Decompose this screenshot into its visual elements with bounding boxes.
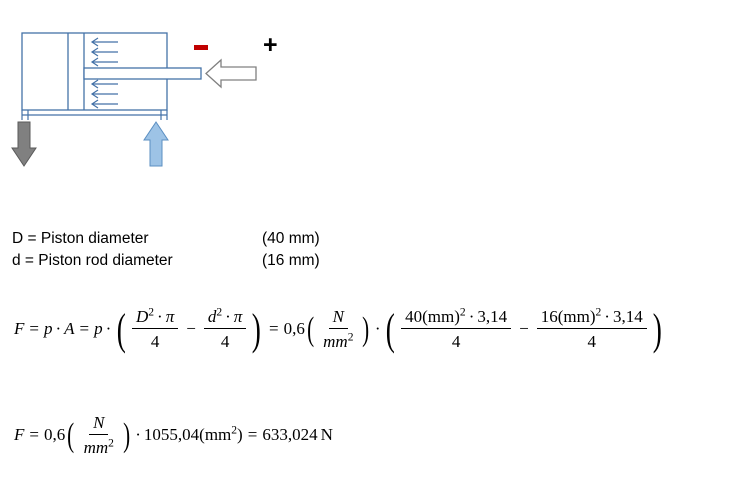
legend-value: (40 mm) [262, 230, 320, 247]
piston-rod [84, 68, 201, 79]
formula1-close-paren-3: ) [652, 305, 662, 355]
legend-label: D = Piston diameter [12, 230, 149, 247]
formula1-pi-2: π [233, 307, 243, 326]
formula-force-expanded [14, 306, 664, 353]
formula1-F: F [14, 319, 25, 339]
formula1-eq1: = [29, 319, 39, 339]
formula1-num-d-dot: · [604, 307, 610, 326]
formula1-frac-d [204, 306, 246, 353]
formula1-dot2: · [105, 319, 112, 339]
formula1-den-1: 4 [150, 332, 160, 352]
formula1-dot1: · [55, 319, 62, 339]
formula1-open-paren-1: ( [117, 305, 127, 355]
port-plus-label: + [263, 31, 278, 59]
formula1-D: D [135, 307, 149, 326]
force-arrow-up [144, 122, 168, 166]
formula2-unit: N [320, 425, 333, 445]
hydraulic-cylinder-diagram [0, 0, 748, 200]
formula1-d-exponent: 2 [216, 305, 223, 319]
formula2-pressure-value: 0,6 [43, 425, 66, 445]
formula2-open-paren: ( [67, 417, 75, 455]
formula1-dot3: · [374, 319, 381, 339]
formula1-num-D: 40(mm) [405, 307, 460, 326]
formula2-eq2: = [247, 425, 258, 445]
formula1-frac-D [132, 306, 178, 353]
formula1-open-paren-3: ( [386, 305, 396, 355]
formula1-den-D-numeric: 4 [451, 332, 461, 352]
legend-label: d = Piston rod diameter [12, 252, 173, 269]
formula2-N: N [89, 412, 108, 435]
formula1-A: A [64, 319, 75, 339]
formula2-eq1: = [29, 425, 39, 445]
formula1-p2: p [94, 319, 103, 339]
formula1-p1: p [43, 319, 53, 339]
formula1-open-paren-2: ( [306, 311, 314, 349]
formula1-num-D-dot: · [468, 307, 475, 326]
formula1-pi-1: π [165, 307, 175, 326]
formula1-unit-pressure [319, 306, 357, 353]
formula1-d: d [207, 307, 217, 326]
formula1-den-d-numeric: 4 [587, 332, 596, 352]
formula1-N: N [329, 306, 348, 329]
formula1-D-dot: · [157, 307, 163, 326]
legend-block [12, 228, 532, 272]
formula2-result: 633,024 [262, 425, 318, 445]
formula-force-result [14, 412, 336, 459]
formula1-minus-2: − [519, 319, 529, 339]
formula2-area-close: ) [237, 425, 243, 445]
formula2-area-exponent: 2 [231, 423, 238, 437]
formula2-dot: · [135, 425, 141, 445]
formula2-mm: mm [83, 438, 109, 458]
formula1-frac-d-numeric [537, 306, 647, 353]
formula2-mm-exponent: 2 [108, 436, 114, 450]
formula1-num-D-exponent: 2 [459, 305, 466, 319]
legend-row [12, 250, 532, 272]
formula1-pi-value-2: 3,14 [612, 307, 643, 326]
formula1-eq3: = [268, 319, 279, 339]
formula1-D-exponent: 2 [148, 305, 155, 319]
formula1-num-d-exponent: 2 [595, 305, 602, 319]
force-arrow-down [12, 122, 36, 166]
formula1-close-paren-2: ) [362, 311, 370, 349]
formula1-frac-D-numeric [401, 306, 511, 353]
formula1-num-d: 16(mm) [540, 307, 596, 326]
formula1-close-paren-1: ) [252, 305, 262, 355]
formula1-mm: mm [323, 332, 348, 352]
formula2-close-paren: ) [123, 417, 131, 455]
formula1-pressure-value: 0,6 [283, 319, 305, 339]
formula1-d-dot: · [225, 307, 231, 326]
port-minus-marker [194, 45, 208, 50]
formula1-minus-1: − [186, 319, 196, 339]
legend-value: (16 mm) [262, 252, 320, 269]
formula1-pi-value-1: 3,14 [477, 307, 508, 326]
formula2-unit-pressure [80, 412, 118, 459]
legend-row [12, 228, 532, 250]
dimension-line [22, 110, 167, 120]
formula2-area: 1055,04(mm [143, 425, 232, 445]
formula1-mm-exponent: 2 [347, 330, 354, 344]
motion-arrow-left [206, 60, 256, 87]
formula2-F: F [14, 425, 25, 445]
formula1-eq2: = [79, 319, 90, 339]
formula1-den-2: 4 [220, 332, 230, 352]
